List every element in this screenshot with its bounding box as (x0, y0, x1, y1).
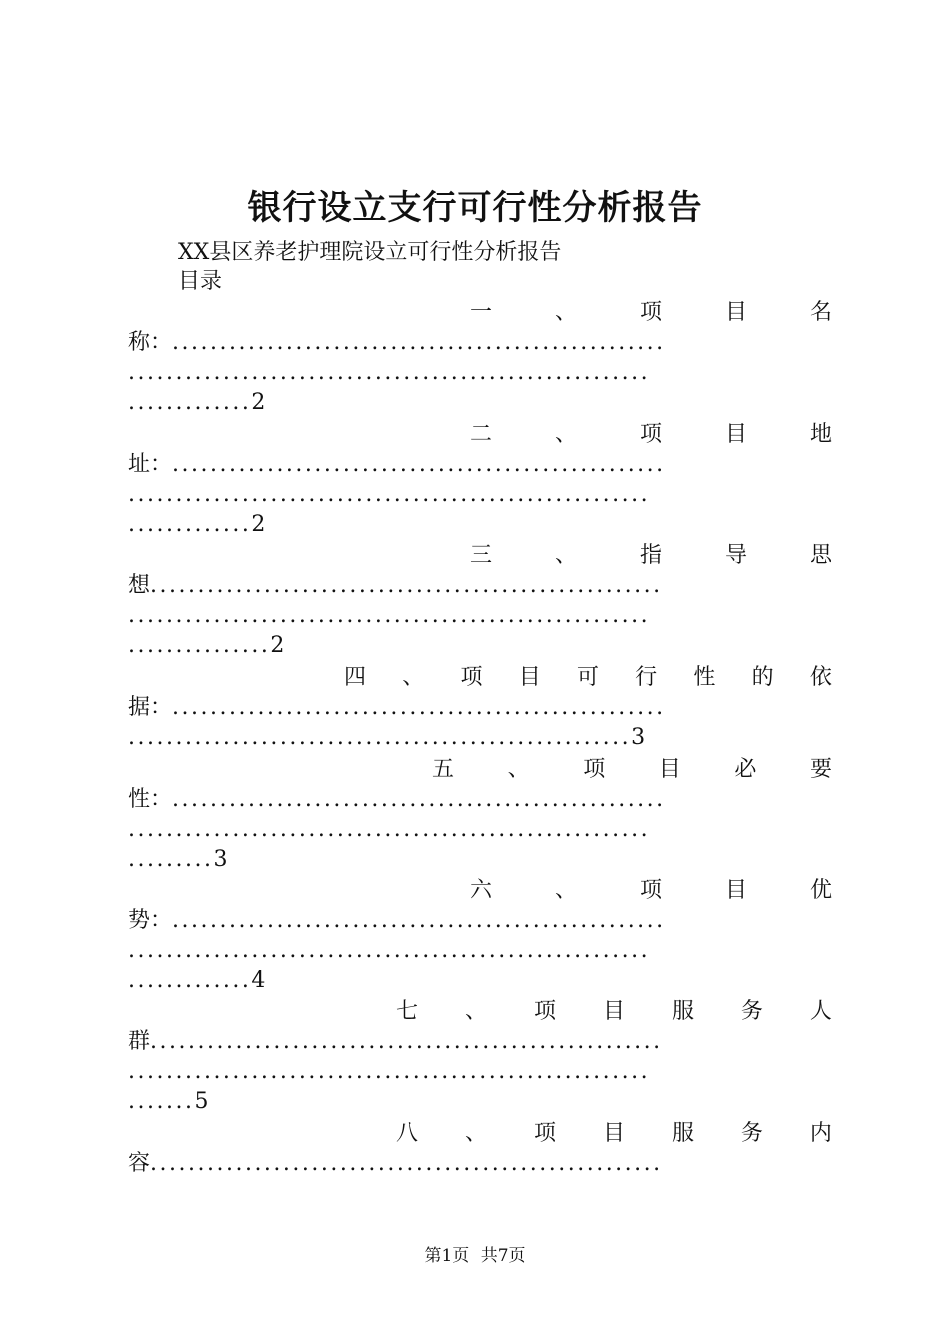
toc-heading-char: 五 (432, 757, 455, 782)
leader-dots: ....... (128, 1089, 195, 1114)
toc-leader-line (128, 388, 832, 418)
toc-heading-char: 、 (402, 665, 425, 690)
toc-heading-char: 性 (693, 665, 716, 690)
leader-dots: ....................................................... (128, 360, 651, 385)
toc-heading-char: 、 (554, 878, 577, 903)
toc-leader-line (128, 1087, 832, 1117)
toc-heading-char: 项 (583, 757, 606, 782)
toc-entry-tail: 称： (128, 330, 173, 355)
toc-heading-char: 、 (554, 422, 577, 447)
leader-dots: .................................................... (172, 452, 666, 477)
toc-heading-char: 八 (396, 1121, 419, 1146)
toc-heading-char: 目 (724, 878, 747, 903)
toc-heading-char: 、 (554, 543, 577, 568)
toc-heading-char: 人 (809, 999, 832, 1024)
toc-page-number: 3 (213, 847, 228, 872)
toc-entry-heading[interactable] (470, 298, 832, 328)
leader-dots: ...................................................... (150, 1151, 663, 1176)
toc-heading-char: 、 (464, 999, 487, 1024)
toc-leader-line (128, 906, 832, 936)
toc-leader-line (128, 1149, 832, 1179)
report-subtitle: XX县区养老护理院设立可行性分析报告 (178, 240, 562, 265)
toc-heading-char: 目 (602, 1121, 625, 1146)
toc-heading-char: 、 (554, 300, 577, 325)
toc-heading-char: 目 (518, 665, 541, 690)
toc-heading-char: 导 (724, 543, 747, 568)
toc-entry-tail: 势： (128, 908, 173, 933)
toc-leader-line (128, 936, 832, 966)
toc-leader-line (128, 966, 832, 996)
leader-dots: .................................................... (172, 330, 666, 355)
toc-leader-line (128, 510, 832, 540)
toc-heading-char: 六 (470, 878, 493, 903)
toc-heading-char: 目 (602, 999, 625, 1024)
toc-page-number: 2 (251, 390, 266, 415)
toc-page-number: 4 (251, 968, 266, 993)
toc-heading-char: 、 (507, 757, 530, 782)
toc-page-number: 2 (270, 633, 285, 658)
toc-heading-char: 的 (751, 665, 774, 690)
toc-leader-line (128, 450, 832, 480)
toc-heading-char: 必 (734, 757, 757, 782)
toc-heading-char: 服 (671, 999, 694, 1024)
toc-page-number: 3 (631, 725, 646, 750)
toc-leader-line (128, 693, 832, 723)
leader-dots: .................................................... (172, 787, 666, 812)
toc-leader-line (128, 631, 832, 661)
toc-heading-char: 二 (470, 422, 493, 447)
toc-entry-heading[interactable] (396, 997, 832, 1027)
toc-heading-char: 项 (460, 665, 483, 690)
leader-dots: ....................................................... (128, 817, 651, 842)
toc-leader-line (128, 358, 832, 388)
toc-heading-char: 指 (639, 543, 662, 568)
page-footer: 第1页 共7页 (424, 1246, 526, 1266)
toc-heading-char: 目 (658, 757, 681, 782)
leader-dots: .................................................... (172, 695, 666, 720)
toc-entry-tail: 据： (128, 695, 173, 720)
toc-leader-line (128, 845, 832, 875)
toc-heading-char: 四 (344, 665, 367, 690)
leader-dots: ....................................................... (128, 938, 651, 963)
toc-label: 目录 (178, 269, 223, 294)
toc-entry-heading[interactable] (396, 1119, 832, 1149)
toc-entry-heading[interactable] (344, 663, 832, 693)
toc-heading-char: 目 (724, 300, 747, 325)
leader-dots: ............. (128, 968, 252, 993)
leader-dots: ............. (128, 390, 252, 415)
toc-heading-char: 项 (639, 878, 662, 903)
leader-dots: ...................................................... (150, 573, 663, 598)
toc-heading-char: 项 (533, 999, 556, 1024)
toc-entry-heading[interactable] (432, 755, 832, 785)
toc-leader-line (128, 1057, 832, 1087)
toc-heading-char: 、 (464, 1121, 487, 1146)
toc-heading-char: 优 (809, 878, 832, 903)
toc-heading-char: 七 (396, 999, 419, 1024)
leader-dots: ............. (128, 512, 252, 537)
toc-heading-char: 项 (639, 300, 662, 325)
toc-heading-char: 服 (671, 1121, 694, 1146)
toc-heading-char: 项 (639, 422, 662, 447)
toc-heading-char: 项 (533, 1121, 556, 1146)
toc-leader-line (128, 785, 832, 815)
toc-heading-char: 三 (470, 543, 493, 568)
leader-dots: ...................................................... (150, 1029, 663, 1054)
toc-heading-char: 思 (809, 543, 832, 568)
toc-entry-tail: 群 (128, 1029, 151, 1054)
toc-heading-char: 依 (809, 665, 832, 690)
toc-entry-tail: 址： (128, 452, 173, 477)
toc-heading-char: 内 (809, 1121, 832, 1146)
toc-leader-line (128, 601, 832, 631)
leader-dots: ....................................................... (128, 1059, 651, 1084)
toc-leader-line (128, 1027, 832, 1057)
document-title: 银行设立支行可行性分析报告 (247, 188, 703, 228)
leader-dots: ....................................................... (128, 482, 651, 507)
toc-leader-line (128, 328, 832, 358)
toc-heading-char: 名 (809, 300, 832, 325)
toc-heading-char: 目 (724, 422, 747, 447)
toc-heading-char: 一 (470, 300, 493, 325)
toc-leader-line (128, 815, 832, 845)
toc-entry-heading[interactable] (470, 541, 832, 571)
leader-dots: ....................................................... (128, 603, 651, 628)
toc-heading-char: 行 (635, 665, 658, 690)
toc-entry-heading[interactable] (470, 876, 832, 906)
toc-leader-line (128, 723, 832, 753)
leader-dots: ......... (128, 847, 214, 872)
toc-leader-line (128, 480, 832, 510)
toc-entry-tail: 性： (128, 787, 173, 812)
toc-leader-line (128, 571, 832, 601)
toc-heading-char: 可 (576, 665, 599, 690)
toc-heading-char: 务 (740, 1121, 763, 1146)
toc-entry-tail: 容 (128, 1151, 151, 1176)
leader-dots: ..................................................... (128, 725, 632, 750)
toc-entry-tail: 想 (128, 573, 151, 598)
toc-page-number: 2 (251, 512, 266, 537)
leader-dots: .................................................... (172, 908, 666, 933)
toc-heading-char: 务 (740, 999, 763, 1024)
toc-entry-heading[interactable] (470, 420, 832, 450)
toc-heading-char: 要 (809, 757, 832, 782)
toc-page-number: 5 (194, 1089, 209, 1114)
toc-heading-char: 地 (809, 422, 832, 447)
leader-dots: ............... (128, 633, 271, 658)
